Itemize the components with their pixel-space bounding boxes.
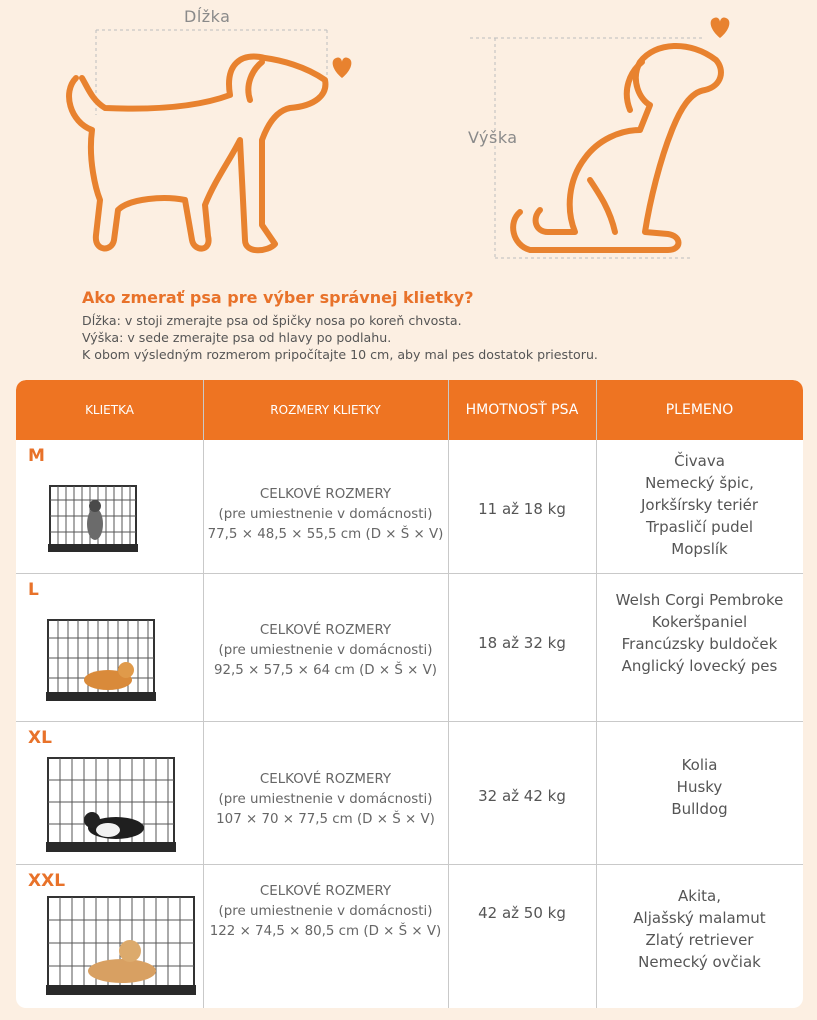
breed: Nemecký špic, — [645, 474, 754, 492]
header-weight: HMOTNOSŤ PSA — [465, 402, 579, 418]
header-crate: KLIETKA — [85, 403, 134, 417]
instruction-extra: K obom výsledným rozmerom pripočítajte 10 cm, aby mal pes dostatok priestoru. — [82, 347, 598, 362]
breed-list — [596, 885, 803, 973]
dims-note: (pre umiestnenie v domácnosti) — [218, 507, 433, 522]
breed: Akita, — [678, 887, 721, 905]
dims-heading: CELKOVÉ ROZMERY — [259, 772, 392, 787]
instructions-title: Ako zmerať psa pre výber správnej klietky? — [82, 288, 474, 307]
instruction-height: Výška: v sede zmerajte psa od hlavy po podlahu. — [82, 330, 392, 345]
crate-dimensions — [203, 621, 448, 681]
dog-diagram — [0, 0, 817, 280]
breed-list — [596, 589, 803, 677]
dog-weight: 32 až 42 kg — [478, 787, 566, 805]
dims-value: 122 × 74,5 × 80,5 cm (D × Š × V) — [209, 924, 442, 939]
length-label: Dĺžka — [184, 7, 231, 26]
crate-size-table — [16, 380, 803, 1008]
crate-size: M — [28, 446, 45, 466]
breed: Jorkšírsky teriér — [640, 496, 759, 514]
height-label: Výška — [468, 128, 518, 147]
table-row — [16, 722, 803, 864]
dims-value: 92,5 × 57,5 × 64 cm (D × Š × V) — [214, 663, 437, 678]
dims-note: (pre umiestnenie v domácnosti) — [218, 792, 433, 807]
breed: Kokeršpaniel — [651, 613, 748, 631]
dims-note: (pre umiestnenie v domácnosti) — [218, 904, 433, 919]
table-header — [16, 380, 803, 440]
crate-size: XL — [28, 728, 52, 748]
dims-heading: CELKOVÉ ROZMERY — [259, 884, 392, 899]
measurement-illustration — [0, 0, 817, 280]
measure-instructions — [82, 288, 782, 363]
breed: Nemecký ovčiak — [638, 953, 761, 971]
crate-dimensions — [203, 770, 448, 830]
dims-value: 107 × 70 × 77,5 cm (D × Š × V) — [216, 812, 435, 827]
breed-list — [596, 450, 803, 560]
table-row — [16, 865, 803, 1008]
dims-note: (pre umiestnenie v domácnosti) — [218, 643, 433, 658]
crate-image — [46, 618, 156, 704]
table-row — [16, 574, 803, 721]
breed: Kolia — [681, 756, 718, 774]
crate-dimensions — [203, 485, 448, 545]
breed-list — [596, 754, 803, 820]
heart-icon — [333, 57, 352, 78]
heart-icon — [711, 17, 730, 38]
breed: Welsh Corgi Pembroke — [615, 591, 784, 609]
breed: Čivava — [674, 452, 725, 470]
breed: Bulldog — [671, 800, 728, 818]
breed: Mopslík — [671, 540, 728, 558]
header-dimensions: ROZMERY KLIETKY — [270, 403, 381, 417]
breed: Trpasličí pudel — [645, 518, 754, 536]
crate-image — [46, 756, 176, 856]
crate-image — [48, 484, 138, 554]
crate-dimensions — [203, 882, 448, 942]
crate-image — [46, 895, 196, 999]
crate-size: L — [28, 580, 39, 600]
dog-weight: 11 až 18 kg — [478, 500, 566, 518]
dog-weight: 18 až 32 kg — [478, 634, 566, 652]
breed: Aljašský malamut — [633, 909, 766, 927]
instruction-length: Dĺžka: v stoji zmerajte psa od špičky nosa po koreň chvosta. — [82, 313, 462, 328]
breed: Anglický lovecký pes — [621, 657, 778, 675]
sitting-dog-icon — [513, 46, 721, 250]
standing-dog-icon — [69, 57, 325, 251]
dims-heading: CELKOVÉ ROZMERY — [259, 623, 392, 638]
table-row — [16, 440, 803, 573]
crate-size: XXL — [28, 871, 66, 891]
dog-weight: 42 až 50 kg — [478, 904, 566, 922]
breed: Francúzsky buldoček — [621, 635, 778, 653]
header-breed: PLEMENO — [665, 402, 734, 418]
dims-value: 77,5 × 48,5 × 55,5 cm (D × Š × V) — [207, 527, 444, 542]
breed: Husky — [676, 778, 723, 796]
dims-heading: CELKOVÉ ROZMERY — [259, 487, 392, 502]
breed: Zlatý retriever — [645, 931, 754, 949]
